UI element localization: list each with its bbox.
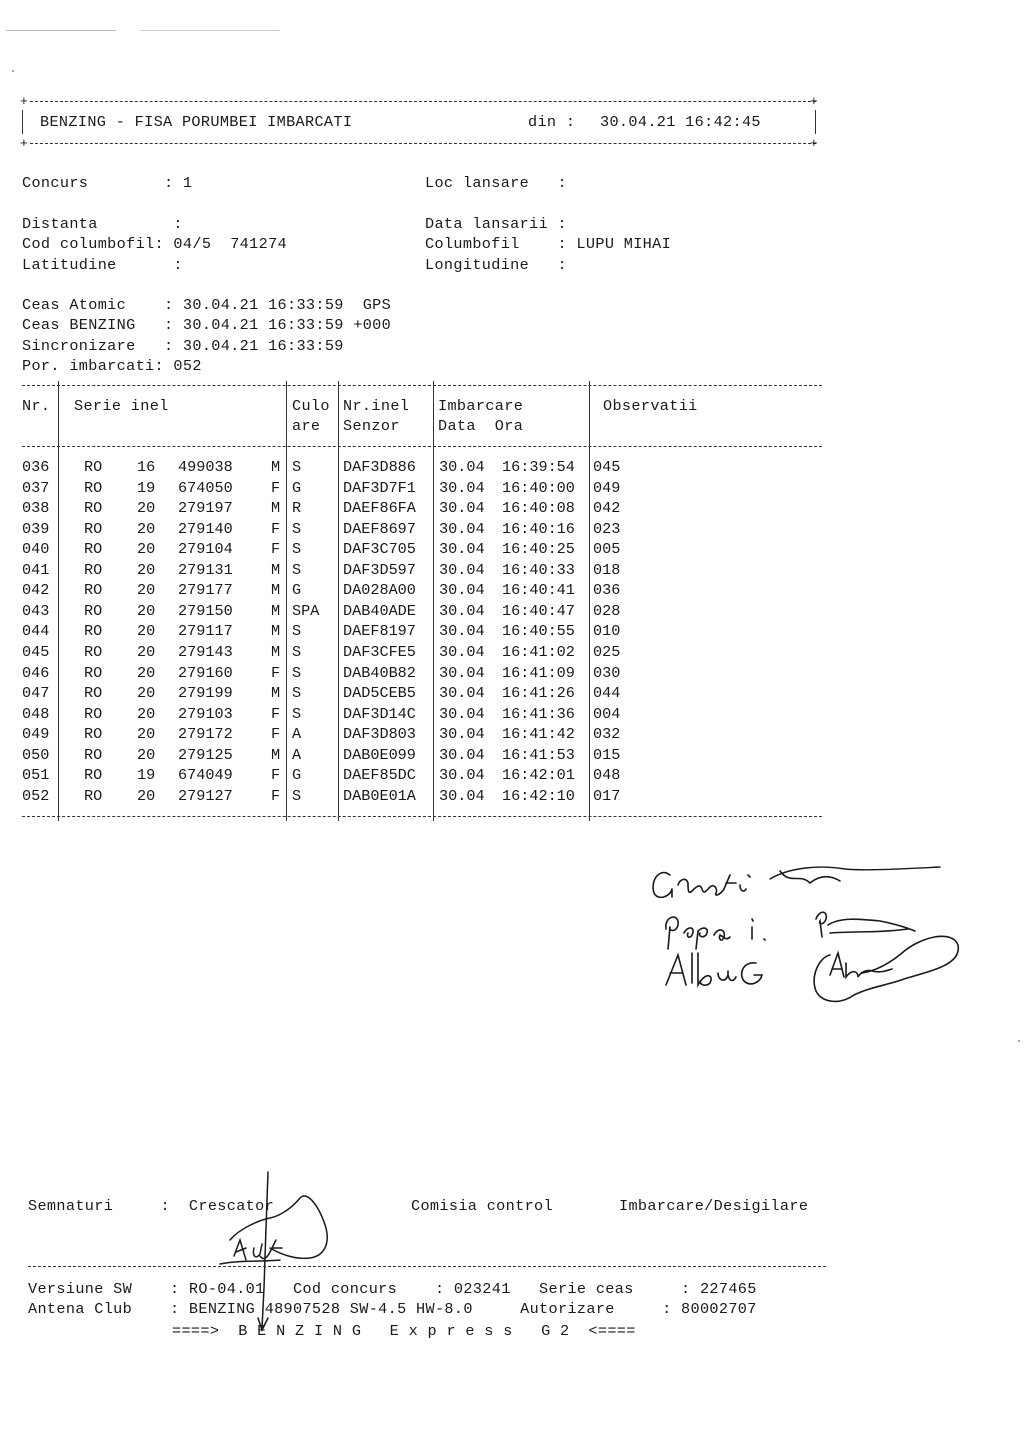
row-inel: 279104 [178,540,233,559]
print-datetime: 30.04.21 16:42:45 [600,113,761,131]
row-observatii: 049 [593,478,621,497]
row-nr: 051 [22,766,50,785]
row-inel: 279197 [178,499,233,518]
row-culoare: S [292,786,302,805]
row-data: 30.04 [439,540,485,559]
versiune-sw-line: Versiune SW : RO-04.01 Cod concurs : 023241 Serie ceas : 227465 [28,1280,757,1298]
ceas-atomic-field: Ceas Atomic : 30.04.21 16:33:59 GPS [22,296,392,314]
row-an: 16 [137,458,156,476]
row-culoare: S [292,560,302,579]
row-data: 30.04 [439,601,485,620]
row-senzor: DAEF86FA [343,499,416,518]
concurs-field: Concurs : 1 [22,174,193,192]
row-culoare: G [292,478,302,497]
sincronizare-field: Sincronizare : 30.04.21 16:33:59 [22,337,344,355]
row-nr: 040 [22,540,50,559]
header-senzor: Senzor [343,417,400,435]
row-data: 30.04 [439,684,485,703]
row-an: 20 [137,642,156,661]
row-inel: 279125 [178,745,233,764]
row-inel: 279127 [178,786,233,805]
header-left-border [22,110,23,134]
row-senzor: DAEF85DC [343,766,416,785]
row-sex: F [271,519,281,538]
antena-club-line: Antena Club : BENZING 48907528 SW-4.5 HW-8.0 Autorizare : 80002707 [28,1300,757,1318]
row-sex: F [271,704,281,723]
row-nr: 044 [22,622,50,641]
row-observatii: 010 [593,622,621,641]
row-sex: F [271,766,281,785]
row-observatii: 045 [593,458,621,476]
column-separator [589,381,590,821]
row-ora: 16:41:26 [502,684,575,703]
header-nr: Nr. [22,397,51,415]
row-sex: M [271,581,281,600]
row-tara: RO [84,663,103,682]
row-data: 30.04 [439,725,485,744]
row-senzor: DAF3D597 [343,560,416,579]
row-inel: 279103 [178,704,233,723]
row-observatii: 004 [593,704,621,723]
table-bottom-border [22,816,822,817]
scan-speck [1018,1040,1020,1042]
row-an: 20 [137,745,156,764]
header-nr-inel: Nr.inel [343,397,410,415]
row-nr: 042 [22,581,50,600]
row-sex: F [271,663,281,682]
box-corner: + [20,136,28,151]
row-inel: 279131 [178,560,233,579]
header-imbarcare: Imbarcare [438,397,524,415]
row-observatii: 028 [593,601,621,620]
row-inel: 279177 [178,581,233,600]
row-nr: 036 [22,458,50,476]
row-observatii: 044 [593,684,621,703]
row-ora: 16:40:41 [502,581,575,600]
row-data: 30.04 [439,478,485,497]
row-an: 20 [137,684,156,703]
row-inel: 279172 [178,725,233,744]
row-data: 30.04 [439,745,485,764]
row-data: 30.04 [439,458,485,476]
row-data: 30.04 [439,786,485,805]
row-ora: 16:41:02 [502,642,575,661]
row-inel: 499038 [178,458,233,476]
row-culoare: G [292,766,302,785]
column-separator [338,381,339,821]
row-observatii: 015 [593,745,621,764]
row-sex: M [271,458,281,476]
row-culoare: S [292,704,302,723]
row-observatii: 025 [593,642,621,661]
row-inel: 279117 [178,622,233,641]
row-inel: 279150 [178,601,233,620]
row-an: 20 [137,499,156,518]
row-tara: RO [84,581,103,600]
row-sex: M [271,601,281,620]
row-sex: M [271,684,281,703]
ceas-benzing-field: Ceas BENZING : 30.04.21 16:33:59 +000 [22,316,392,334]
latitudine-field: Latitudine : [22,256,183,274]
row-data: 30.04 [439,704,485,723]
row-data: 30.04 [439,622,485,641]
row-senzor: DAD5CEB5 [343,684,416,703]
row-ora: 16:41:09 [502,663,575,682]
distanta-field: Distanta : [22,215,183,233]
row-nr: 046 [22,663,50,682]
row-senzor: DAF3D7F1 [343,478,416,497]
row-inel: 279143 [178,642,233,661]
row-tara: RO [84,725,103,744]
footer-divider [28,1266,826,1267]
header-data-ora: Data Ora [438,417,524,435]
row-culoare: S [292,642,302,661]
row-ora: 16:39:54 [502,458,575,476]
row-tara: RO [84,622,103,641]
row-tara: RO [84,786,103,805]
header-observatii: Observatii [603,397,698,415]
row-data: 30.04 [439,581,485,600]
row-culoare: R [292,499,302,518]
row-tara: RO [84,745,103,764]
row-senzor: DAF3D14C [343,704,416,723]
row-nr: 048 [22,704,50,723]
scan-speck [12,70,14,72]
header-bottom-border [30,143,816,144]
table-header-border [22,446,822,447]
scan-noise [140,30,280,31]
row-senzor: DAB40ADE [343,601,416,620]
row-observatii: 005 [593,540,621,559]
columbofil-field: Columbofil : LUPU MIHAI [425,235,672,253]
row-nr: 049 [22,725,50,744]
box-corner: + [20,94,28,109]
row-tara: RO [84,642,103,661]
row-culoare: S [292,540,302,559]
row-an: 20 [137,786,156,805]
row-observatii: 042 [593,499,621,518]
row-senzor: DAEF8697 [343,519,416,538]
row-culoare: G [292,581,302,600]
row-tara: RO [84,519,103,538]
row-an: 20 [137,704,156,723]
row-ora: 16:41:42 [502,725,575,744]
row-an: 20 [137,519,156,538]
row-an: 20 [137,663,156,682]
row-an: 20 [137,540,156,559]
longitudine-field: Longitudine : [425,256,567,274]
row-tara: RO [84,560,103,579]
row-an: 19 [137,766,156,785]
row-data: 30.04 [439,560,485,579]
row-ora: 16:40:47 [502,601,575,620]
row-ora: 16:42:10 [502,786,575,805]
document-title: BENZING - FISA PORUMBEI IMBARCATI [40,113,353,131]
row-observatii: 048 [593,766,621,785]
row-tara: RO [84,684,103,703]
row-ora: 16:40:55 [502,622,575,641]
row-sex: F [271,725,281,744]
row-culoare: S [292,519,302,538]
row-culoare: A [292,725,302,744]
row-observatii: 017 [593,786,621,805]
row-an: 20 [137,560,156,579]
row-culoare: SPA [292,601,320,620]
row-observatii: 023 [593,519,621,538]
handwritten-signatures [640,845,980,1015]
row-senzor: DAF3CFE5 [343,642,416,661]
row-sex: M [271,560,281,579]
row-ora: 16:42:01 [502,766,575,785]
row-senzor: DAB0E099 [343,745,416,764]
loc-lansare-field: Loc lansare : [425,174,567,192]
row-ora: 16:41:53 [502,745,575,764]
row-senzor: DAF3C705 [343,540,416,559]
row-nr: 039 [22,519,50,538]
table-top-border [22,385,822,386]
scan-noise [6,30,116,31]
row-culoare: S [292,684,302,703]
row-an: 19 [137,478,156,497]
row-tara: RO [84,499,103,518]
row-senzor: DAB40B82 [343,663,416,682]
row-nr: 038 [22,499,50,518]
row-senzor: DAB0E01A [343,786,416,805]
row-nr: 045 [22,642,50,661]
row-observatii: 018 [593,560,621,579]
row-nr: 052 [22,786,50,805]
row-tara: RO [84,704,103,723]
porumbei-imbarcati-field: Por. imbarcati: 052 [22,357,202,375]
row-an: 20 [137,601,156,620]
row-an: 20 [137,622,156,641]
header-culoare: Culo [292,397,330,415]
row-sex: M [271,642,281,661]
row-ora: 16:40:16 [502,519,575,538]
row-tara: RO [84,478,103,497]
row-sex: F [271,786,281,805]
row-sex: M [271,622,281,641]
header-right-border [815,110,816,134]
row-data: 30.04 [439,499,485,518]
row-sex: M [271,745,281,764]
row-nr: 050 [22,745,50,764]
row-data: 30.04 [439,519,485,538]
header-culoare-2: are [292,417,321,435]
comisia-control: Comisia control [411,1197,553,1215]
row-sex: F [271,540,281,559]
row-an: 20 [137,725,156,744]
row-data: 30.04 [439,642,485,661]
cod-columbofil-field: Cod columbofil: 04/5 741274 [22,235,287,253]
row-senzor: DA028A00 [343,581,416,600]
row-nr: 037 [22,478,50,497]
row-observatii: 032 [593,725,621,744]
imbarcare-desigilare: Imbarcare/Desigilare [619,1197,809,1215]
row-ora: 16:40:33 [502,560,575,579]
column-separator [433,381,434,821]
row-ora: 16:40:00 [502,478,575,497]
row-nr: 041 [22,560,50,579]
row-inel: 279199 [178,684,233,703]
row-culoare: S [292,663,302,682]
header-top-border [30,101,816,102]
box-corner: + [810,136,818,151]
row-culoare: A [292,745,302,764]
row-ora: 16:40:25 [502,540,575,559]
benzing-express-banner: ====> B E N Z I N G E x p r e s s G 2 <==== [172,1322,636,1340]
row-senzor: DAF3D886 [343,458,416,476]
row-nr: 043 [22,601,50,620]
row-sex: M [271,499,281,518]
column-separator [58,381,59,821]
data-lansarii-field: Data lansarii : [425,215,567,233]
column-separator [286,381,287,821]
row-culoare: S [292,622,302,641]
row-tara: RO [84,458,103,476]
header-serie-inel: Serie inel [74,397,169,415]
row-an: 20 [137,581,156,600]
box-corner: + [810,94,818,109]
row-inel: 279140 [178,519,233,538]
row-inel: 279160 [178,663,233,682]
row-data: 30.04 [439,663,485,682]
row-inel: 674049 [178,766,233,785]
row-ora: 16:41:36 [502,704,575,723]
row-nr: 047 [22,684,50,703]
row-culoare: S [292,458,302,476]
row-inel: 674050 [178,478,233,497]
din-label: din : [528,113,576,131]
row-data: 30.04 [439,766,485,785]
row-tara: RO [84,766,103,785]
semnaturi-crescator: Semnaturi : Crescator [28,1197,275,1215]
row-observatii: 036 [593,581,621,600]
row-sex: F [271,478,281,497]
row-senzor: DAEF8197 [343,622,416,641]
row-ora: 16:40:08 [502,499,575,518]
row-senzor: DAF3D803 [343,725,416,744]
row-tara: RO [84,601,103,620]
row-tara: RO [84,540,103,559]
row-observatii: 030 [593,663,621,682]
